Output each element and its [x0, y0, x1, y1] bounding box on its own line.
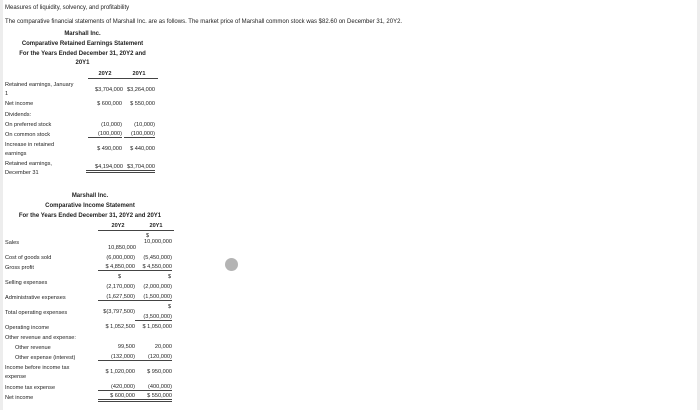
- income-value: (3,500,000): [135, 314, 172, 321]
- income-col-20y2: 20Y2: [111, 223, 125, 229]
- income-dollar-sign: $: [146, 233, 150, 239]
- intro-text: The comparative financial statements of Marshall Inc. are as follows. The market price of Marshall common stock was $82.60 on December 31, 20Y2.: [5, 19, 403, 25]
- income-value: 99,500: [117, 344, 135, 350]
- retained-value: $ 600,000: [97, 101, 122, 107]
- retained-header-rule: [88, 78, 158, 79]
- retained-row-label: Increase in retained: [5, 142, 55, 148]
- retained-row-label: On preferred stock: [5, 122, 52, 128]
- income-value: (400,000): [135, 384, 172, 391]
- retained-row-label: On common stock: [5, 132, 51, 138]
- income-header-rule: [98, 230, 174, 231]
- income-row-label: Income before income tax: [5, 365, 70, 371]
- income-row-label: Cost of goods sold: [5, 255, 52, 261]
- retained-col-20y2: 20Y2: [98, 71, 112, 77]
- income-value: $ 1,020,000: [105, 369, 135, 375]
- income-row-label: Other revenue and expense:: [5, 335, 76, 341]
- income-value: (420,000): [98, 384, 135, 391]
- income-value: (120,000): [135, 354, 172, 361]
- income-value: (1,500,000): [135, 294, 172, 301]
- retained-value: $3,704,000: [95, 87, 123, 93]
- retained-row-label: earnings: [5, 151, 27, 157]
- income-dollar-sign: $: [118, 274, 122, 280]
- income-col-20y1: 20Y1: [149, 223, 163, 229]
- income-value: $(3,797,500): [103, 309, 135, 315]
- income-dollar-sign: $: [168, 274, 172, 280]
- retained-value: $3,704,000: [122, 164, 155, 173]
- retained-row-label: Dividends:: [5, 112, 32, 118]
- retained-row-label: Retained earnings, January: [5, 82, 74, 88]
- income-value: (5,450,000): [143, 255, 172, 261]
- income-row-label: Sales: [5, 240, 19, 246]
- income-row-label: Income tax expense: [5, 385, 56, 391]
- retained-value: (100,000): [124, 131, 155, 138]
- income-value: $ 1,052,500: [105, 324, 135, 330]
- retained-row-label: Net income: [5, 101, 34, 107]
- retained-value: (10,000): [134, 122, 155, 128]
- retained-row-label: Retained earnings,: [5, 161, 52, 167]
- retained-value: (100,000): [88, 131, 122, 138]
- income-value: 20,000: [154, 344, 172, 350]
- income-value: (2,170,000): [106, 284, 135, 290]
- income-title: Comparative Income Statement: [45, 203, 135, 209]
- income-row-label: Gross profit: [5, 265, 34, 271]
- page-left-edge: [0, 0, 3, 410]
- income-value: $ 550,000: [135, 393, 172, 402]
- income-value: $ 950,000: [147, 369, 172, 375]
- income-value: $ 4,850,000: [98, 264, 135, 271]
- income-value: (132,000): [98, 354, 135, 361]
- income-value: $ 4,550,000: [135, 264, 172, 271]
- income-row-label: Total operating expenses: [5, 310, 68, 316]
- retained-value: $ 490,000: [97, 146, 122, 152]
- income-value: (1,627,500): [98, 294, 135, 301]
- income-value: 10,000,000: [144, 239, 172, 245]
- income-company: Marshall Inc.: [71, 193, 109, 199]
- income-row-label: Administrative expenses: [5, 295, 66, 301]
- income-row-label: Selling expenses: [5, 280, 48, 286]
- income-value: (2,000,000): [143, 284, 172, 290]
- income-value: $ 600,000: [98, 393, 135, 402]
- retained-col-20y1: 20Y1: [132, 71, 146, 77]
- income-row-label: Other expense (interest): [15, 355, 76, 361]
- income-value: 10,850,000: [108, 245, 136, 251]
- retained-value: $4,194,000: [86, 164, 123, 173]
- retained-row-label: December 31: [5, 170, 39, 176]
- retained-value: $ 440,000: [130, 146, 155, 152]
- retained-row-label: 1: [5, 91, 9, 97]
- income-value: (6,000,000): [106, 255, 135, 261]
- retained-period-line2: 20Y1: [75, 60, 90, 66]
- retained-value: $ 550,000: [130, 101, 155, 107]
- income-row-label: Operating income: [5, 325, 50, 331]
- income-row-label: expense: [5, 374, 27, 380]
- page-heading: Measures of liquidity, solvency, and profitability: [5, 5, 130, 11]
- income-dollar-sign: $: [168, 304, 172, 310]
- income-value: $ 1,050,000: [142, 324, 172, 330]
- income-row-label: Other revenue: [15, 345, 51, 351]
- retained-title: Comparative Retained Earnings Statement: [21, 41, 144, 47]
- retained-company: Marshall Inc.: [64, 31, 101, 37]
- cursor-dot-icon: [225, 258, 238, 271]
- retained-period-line1: For the Years Ended December 31, 20Y2 and: [19, 51, 146, 57]
- income-period: For the Years Ended December 31, 20Y2 and 20Y1: [18, 213, 162, 219]
- income-row-label: Net income: [5, 395, 34, 401]
- retained-value: $3,264,000: [127, 87, 155, 93]
- retained-value: (10,000): [101, 122, 122, 128]
